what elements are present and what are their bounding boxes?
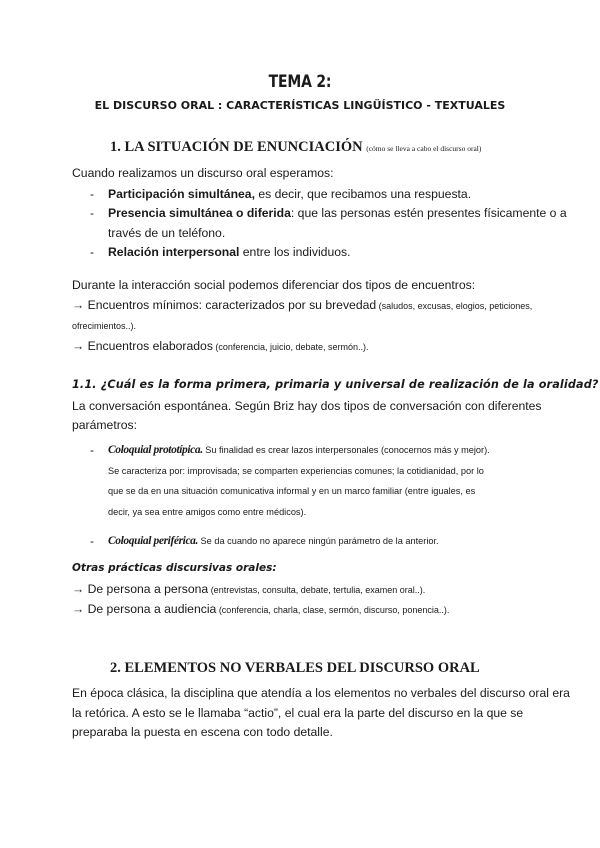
section-1-intro: Cuando realizamos un discurso oral esperamos: — [72, 166, 334, 180]
other-practices-heading: Otras prácticas discursivas orales: — [72, 562, 277, 574]
other-practice-1: → De persona a persona (entrevistas, consulta, debate, tertulia, examen oral..). — [72, 582, 426, 596]
bullet-text: es decir, que recibamos una respuesta. — [254, 187, 472, 201]
other-practice-2: → De persona a audiencia (conferencia, charla, clase, sermón, discurso, ponencia..). — [72, 602, 450, 616]
section-2-line-3: preparaba la puesta en escena con todo detalle. — [72, 725, 333, 739]
section-2-line-2: la retórica. A esto se le llamaba “actio”, el cual era la parte del discurso en la que se — [72, 706, 524, 720]
bullet-text: : que las personas estén presentes físicamente o a — [290, 206, 567, 221]
section-2-line-1: En época clásica, la disciplina que atendía a los elementos no verbales del discurso oral era — [72, 686, 570, 700]
answer-line-2: parámetros: — [72, 418, 138, 432]
type-name: Coloquial prototípica. — [108, 444, 203, 456]
question-heading: 1.1. ¿Cuál es la forma primera, primaria y universal de realización de la oralidad? — [72, 378, 599, 391]
bullet-bold: Participación simultánea, — [108, 187, 255, 201]
minimal-encounters: → Encuentros mínimos: caracterizados por su brevedad (saludos, excusas, elogios, peticiones, — [72, 298, 533, 312]
bullet-text: entre los individuos. — [239, 244, 351, 259]
section-2-heading: 2. ELEMENTOS NO VERBALES DEL DISCURSO ORAL — [110, 660, 480, 676]
interaction-text: Durante la interacción social podemos diferenciar dos tipos de encuentros: — [72, 278, 476, 292]
bullet-bold: Relación interpersonal — [108, 244, 240, 259]
page-subtitle: EL DISCURSO ORAL : CARACTERÍSTICAS LINGÜÍSTICO - TEXTUALES — [94, 99, 506, 112]
minimal-encounters-cont: ofrecimientos..). — [72, 321, 137, 331]
section-1-heading-note: (cómo se lleva a cabo el discurso oral) — [366, 144, 482, 153]
answer-line-1: La conversación espontánea. Según Briz hay dos tipos de conversación con diferentes — [72, 399, 542, 413]
page-title: TEMA 2: — [268, 72, 332, 92]
section-1-heading — [110, 139, 481, 156]
section-1-heading-text: 1. LA SITUACIÓN DE ENUNCIACIÓN — [110, 139, 363, 155]
bullet-bold: Presencia simultánea o diferida — [108, 206, 291, 221]
elaborate-encounters: → Encuentros elaborados (conferencia, juicio, debate, sermón..). — [72, 339, 369, 353]
type-name: Coloquial periférica. — [108, 535, 198, 547]
